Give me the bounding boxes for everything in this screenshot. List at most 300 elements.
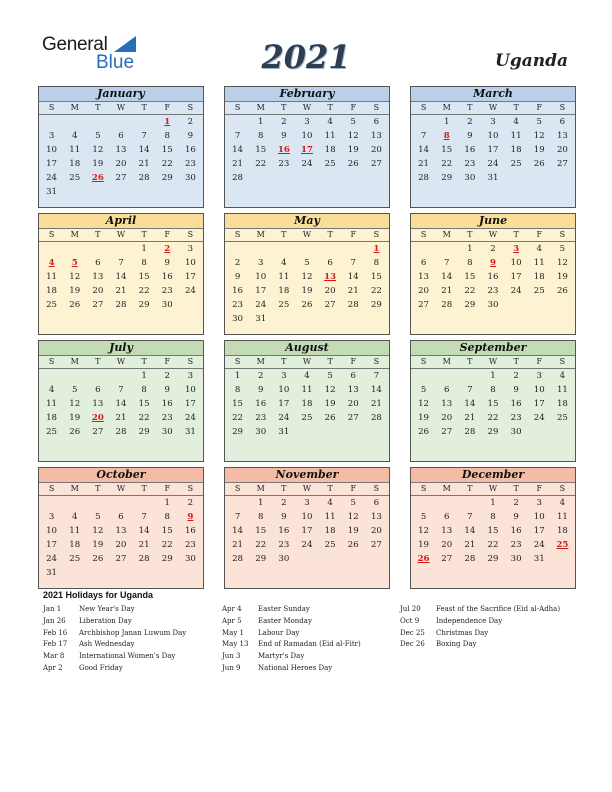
empty-day-cell [40,115,63,129]
week-row [411,538,575,552]
day-cell: 21 [232,540,244,550]
week-row [411,143,575,157]
empty-day-cell [133,115,156,129]
day-cell: 15 [487,399,499,409]
weekday-label: T [467,484,473,493]
day-cell: 17 [301,526,313,536]
day-cell: 13 [115,145,127,155]
day-cell: 24 [533,540,545,550]
day-cell: 10 [533,512,545,522]
day-cell: 6 [373,117,380,127]
weekday-label: S [559,230,566,239]
day-cell: 18 [69,540,81,550]
day-cell: 6 [95,258,101,268]
month-january [38,86,204,208]
day-cell: 24 [46,173,58,183]
empty-day-cell [226,115,249,129]
day-cell: 14 [232,145,244,155]
day-cell: 13 [441,399,453,409]
day-cell: 2 [490,244,496,254]
day-cell: 5 [350,498,356,508]
day-cell: 8 [257,131,264,141]
week-row [411,383,575,397]
weekday-label: M [256,230,265,239]
day-cell: 19 [301,286,313,296]
day-cell: 18 [556,526,568,536]
holiday-day: 9 [187,512,194,522]
day-cell: 2 [187,117,194,127]
day-cell: 30 [232,314,244,324]
day-cell: 3 [48,512,55,522]
empty-day-cell [272,312,295,326]
day-cell: 19 [69,413,81,423]
holiday-name: Independence Day [436,616,503,625]
day-cell: 10 [255,272,267,282]
day-cell: 1 [141,244,147,254]
day-cell: 23 [510,540,522,550]
day-cell: 31 [46,568,58,578]
day-cell: 3 [187,244,194,254]
weekday-label: T [141,357,147,366]
weekday-label: S [234,484,241,493]
day-cell: 27 [370,540,382,550]
day-cell: 2 [257,371,264,381]
day-cell: 4 [513,117,519,127]
empty-day-cell [551,552,574,566]
day-cell: 6 [95,385,101,395]
day-cell: 8 [234,385,241,395]
empty-day-cell [179,566,202,580]
holiday-date: Apr 5 [222,616,242,625]
day-cell: 20 [115,540,127,550]
weekday-label: W [116,103,126,112]
week-row [411,298,575,312]
day-cell: 28 [232,173,244,183]
day-cell: 28 [464,427,476,437]
holiday-item [400,628,560,640]
holiday-day: 26 [417,554,430,564]
empty-day-cell [435,242,458,256]
month-october [38,467,204,589]
empty-day-cell [133,566,156,580]
empty-day-cell [63,369,86,383]
day-cell: 21 [418,159,430,169]
holiday-item [222,651,361,663]
day-cell: 31 [487,173,499,183]
empty-day-cell [63,185,86,199]
day-cell: 17 [46,159,58,169]
week-row [39,256,203,270]
weekday-label: F [536,230,543,239]
day-cell: 11 [46,399,58,409]
holiday-day: 16 [277,145,290,155]
day-cell: 9 [513,385,519,395]
empty-day-cell [412,369,435,383]
weekday-label: W [302,230,312,239]
weekday-label: S [48,484,55,493]
day-cell: 16 [161,399,173,409]
week-row [225,369,389,383]
day-cell: 21 [138,540,150,550]
day-cell: 26 [533,159,545,169]
week-row [39,298,203,312]
week-row [411,157,575,171]
week-row [411,496,575,510]
day-cell: 3 [304,498,310,508]
day-cell: 5 [536,117,542,127]
day-cell: 26 [69,300,81,310]
holiday-item [43,651,186,663]
day-cell: 7 [141,512,147,522]
day-cell: 24 [533,413,545,423]
day-cell: 14 [441,272,453,282]
day-cell: 5 [95,512,101,522]
empty-day-cell [319,242,342,256]
day-cell: 7 [234,131,241,141]
day-cell: 10 [487,131,499,141]
empty-day-cell [342,552,365,566]
day-cell: 31 [278,427,290,437]
week-row [225,171,389,185]
weekday-label: W [488,230,498,239]
day-cell: 29 [464,300,476,310]
day-cell: 24 [301,159,313,169]
day-cell: 12 [301,272,313,282]
empty-day-cell [86,115,109,129]
week-row [225,496,389,510]
weekday-header [411,102,575,115]
day-cell: 14 [464,399,476,409]
day-cell: 29 [255,554,267,564]
weekday-label: W [116,484,126,493]
weekday-label: W [488,357,498,366]
day-cell: 22 [161,159,173,169]
weekday-label: S [420,357,427,366]
day-cell: 13 [92,272,104,282]
month-may [224,213,390,335]
empty-day-cell [551,298,574,312]
holiday-name: Boxing Day [436,640,477,649]
day-cell: 15 [255,145,267,155]
month-july [38,340,204,462]
empty-day-cell [133,185,156,199]
day-cell: 30 [161,300,173,310]
week-row [39,185,203,199]
day-cell: 22 [255,159,267,169]
weekday-label: T [281,357,287,366]
holiday-name: Christmas Day [436,628,489,637]
day-cell: 22 [370,286,382,296]
day-cell: 3 [257,258,264,268]
empty-day-cell [272,171,295,185]
day-cell: 6 [327,258,333,268]
day-cell: 5 [420,385,427,395]
weekday-label: S [48,103,55,112]
empty-day-cell [342,242,365,256]
day-cell: 1 [490,371,496,381]
holidays-column [43,604,186,675]
day-cell: 27 [347,413,359,423]
weekday-label: M [70,357,79,366]
day-cell: 27 [115,554,127,564]
day-cell: 16 [510,399,522,409]
day-cell: 22 [487,413,499,423]
holiday-name: Easter Sunday [258,605,310,613]
weekday-label: T [467,230,473,239]
empty-day-cell [528,425,551,439]
day-cell: 8 [373,258,380,268]
week-row [225,383,389,397]
day-cell: 5 [327,371,333,381]
holiday-date: Jun 3 [222,652,241,661]
day-cell: 12 [418,526,430,536]
holiday-day: 2 [164,244,171,254]
day-cell: 17 [510,272,522,282]
day-cell: 3 [536,498,542,508]
day-cell: 14 [464,526,476,536]
day-cell: 7 [467,512,473,522]
weekday-label: W [116,357,126,366]
day-cell: 27 [115,173,127,183]
day-cell: 14 [115,272,127,282]
day-cell: 31 [255,314,267,324]
day-cell: 13 [115,526,127,536]
day-cell: 13 [370,131,382,141]
day-cell: 11 [556,512,568,522]
month-title: December [411,468,575,483]
day-cell: 18 [324,145,336,155]
weekday-label: S [187,103,194,112]
day-cell: 27 [441,554,453,564]
day-cell: 27 [418,300,430,310]
weekday-label: F [536,484,543,493]
empty-day-cell [109,185,132,199]
month-title: May [225,214,389,229]
day-cell: 25 [324,540,336,550]
weekday-label: S [559,357,566,366]
day-cell: 6 [118,512,124,522]
empty-day-cell [40,369,63,383]
day-cell: 2 [513,498,519,508]
holiday-name: Good Friday [79,663,123,672]
weekday-label: F [164,230,171,239]
empty-day-cell [63,496,86,510]
day-cell: 8 [467,258,473,268]
day-cell: 3 [187,371,194,381]
month-title: April [39,214,203,229]
day-cell: 8 [141,385,147,395]
day-cell: 6 [350,371,356,381]
day-cell: 24 [487,159,499,169]
day-cell: 10 [533,385,545,395]
day-cell: 12 [324,385,336,395]
day-cell: 19 [92,540,104,550]
day-cell: 1 [234,371,241,381]
holidays-column [400,604,560,651]
holiday-day: 13 [324,272,337,282]
week-row [225,552,389,566]
day-cell: 21 [232,159,244,169]
day-cell: 17 [255,286,267,296]
weekday-label: W [302,484,312,493]
empty-day-cell [365,171,388,185]
week-row [39,171,203,185]
holiday-day: 20 [91,413,104,423]
day-cell: 9 [164,258,170,268]
week-row [411,284,575,298]
weekday-label: F [350,357,357,366]
day-cell: 7 [234,512,241,522]
day-cell: 17 [278,399,290,409]
day-cell: 9 [257,385,264,395]
day-cell: 22 [464,286,476,296]
day-cell: 1 [141,371,147,381]
weekday-label: T [281,484,287,493]
day-cell: 16 [184,526,196,536]
holiday-day: 1 [164,117,171,127]
day-cell: 29 [487,427,499,437]
day-cell: 17 [533,399,545,409]
day-cell: 3 [536,371,542,381]
holiday-item [222,663,361,675]
weekday-label: S [234,103,241,112]
day-cell: 19 [418,540,430,550]
day-cell: 28 [232,554,244,564]
day-cell: 28 [441,300,453,310]
week-row [411,270,575,284]
day-cell: 16 [487,272,499,282]
empty-day-cell [295,242,318,256]
day-cell: 24 [184,413,196,423]
week-row [225,524,389,538]
holiday-day: 17 [301,145,313,155]
empty-day-cell [365,425,388,439]
weekday-label: F [350,230,357,239]
day-cell: 6 [443,512,450,522]
month-title: September [411,341,575,356]
holiday-item [43,628,186,640]
weekday-label: M [256,484,265,493]
day-cell: 8 [257,512,264,522]
empty-day-cell [505,171,528,185]
day-cell: 11 [556,385,568,395]
holiday-date: Jul 20 [400,605,421,613]
day-cell: 13 [370,512,382,522]
holiday-name: Liberation Day [79,616,132,625]
weekday-header [39,102,203,115]
empty-day-cell [133,496,156,510]
month-title: February [225,87,389,102]
empty-day-cell [179,185,202,199]
day-cell: 21 [464,413,476,423]
day-cell: 14 [418,145,430,155]
day-cell: 10 [510,258,522,268]
day-cell: 19 [418,413,430,423]
day-cell: 24 [184,286,196,296]
week-row [39,242,203,256]
day-cell: 23 [464,159,476,169]
week-row [39,157,203,171]
holiday-item [43,663,186,675]
empty-day-cell [86,369,109,383]
day-cell: 20 [347,399,359,409]
weekday-label: T [327,230,333,239]
day-cell: 19 [92,159,104,169]
empty-day-cell [295,425,318,439]
week-row [225,538,389,552]
holiday-date: Dec 26 [400,640,425,649]
day-cell: 7 [420,131,427,141]
week-row [225,284,389,298]
day-cell: 28 [138,554,150,564]
day-cell: 23 [161,413,173,423]
week-row [225,143,389,157]
holiday-day: 8 [443,131,450,141]
day-cell: 16 [510,526,522,536]
day-cell: 23 [510,413,522,423]
day-cell: 7 [467,385,473,395]
day-cell: 11 [510,131,522,141]
weekday-label: F [164,357,171,366]
day-cell: 23 [184,540,196,550]
year-title: 2021 [261,38,351,76]
day-cell: 6 [559,117,566,127]
day-cell: 27 [370,159,382,169]
weekday-label: M [256,357,265,366]
day-cell: 12 [69,272,81,282]
day-cell: 2 [234,258,241,268]
day-cell: 30 [184,554,196,564]
day-cell: 10 [301,131,313,141]
day-cell: 24 [255,300,267,310]
week-row [411,510,575,524]
day-cell: 1 [257,117,264,127]
day-cell: 3 [48,131,55,141]
week-row [411,397,575,411]
holiday-item [400,616,560,628]
day-cell: 6 [373,498,380,508]
holiday-day: 9 [490,258,496,268]
month-april [38,213,204,335]
empty-day-cell [412,496,435,510]
empty-day-cell [551,425,574,439]
day-cell: 23 [487,286,499,296]
weekday-label: T [281,230,287,239]
day-cell: 25 [324,159,336,169]
day-cell: 25 [510,159,522,169]
day-cell: 1 [490,498,496,508]
empty-day-cell [435,496,458,510]
day-cell: 22 [161,540,173,550]
weekday-header [411,356,575,369]
weekday-label: W [302,103,312,112]
holiday-date: Feb 17 [43,640,68,649]
day-cell: 27 [324,300,336,310]
weekday-label: S [420,484,427,493]
weekday-label: W [116,230,126,239]
day-cell: 21 [347,286,359,296]
day-cell: 18 [533,272,545,282]
holiday-date: Mar 8 [43,652,65,661]
day-cell: 17 [184,272,196,282]
weekday-header [225,229,389,242]
day-cell: 18 [278,286,290,296]
day-cell: 16 [232,286,244,296]
empty-day-cell [365,312,388,326]
weekday-label: W [488,484,498,493]
day-cell: 20 [418,286,430,296]
day-cell: 5 [420,512,427,522]
